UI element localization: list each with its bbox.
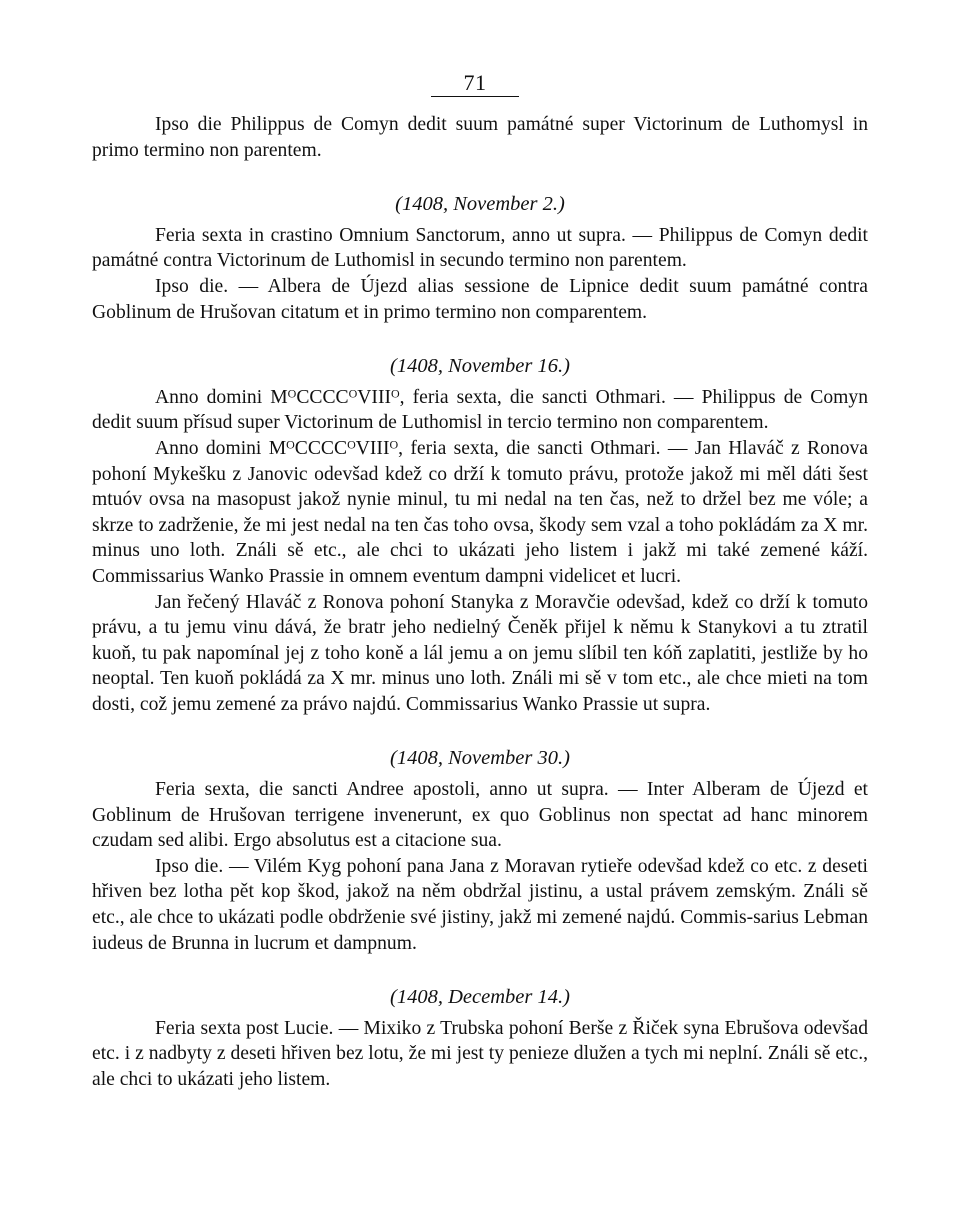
text-run: , feria sexta, die sancti Othmari. — Jan Hlaváč z Ronova pohoní Mykešku z Janovic odevšad kdež co drží k tomuto právu, protože jakož mi měl dáti šest mtuóv ovsa na masopust jakož nynie minul, tu mi nedal na ten čas, než to držel bez me vóle; a skrze to zadrženie, že mi jest nedal na ten čas toho ovsa, škody sem vzal a toho pokládám za X mr. minus uno loth. Ználi sě etc., ale chci to ukázati jeho listem i jakž mi také zemené káží. Commissarius Wanko Prassie in omnem eventum dampni videlicet et lucri.	[92, 437, 868, 587]
text-run: Anno domini M	[155, 437, 287, 459]
entry-date-heading: (1408, December 14.)	[390, 986, 570, 1009]
page-number: 71	[463, 70, 487, 95]
entry-date-heading: (1408, November 2.)	[395, 193, 565, 216]
paragraph: Jan řečený Hlaváč z Ronova pohoní Stanyka z Moravčie odevšad, kdež co drží k tomuto právu, a tu jemu vinu dává, že bratr jeho nedielný Čeněk přijel k němu k Stanykovi a tu ztratil kuoň, tu pak napomínal jej z toho koně a lál jemu a on jemu slíbil ten kóň zaplatiti, jestliže by ho neoptal. Ten kuoň pokládá za X mr. minus uno loth. Ználi mi sě v tom etc., ale chce mieti na tom dosti, což jemu zemené za právo najdú. Commissarius Wanko Prassie ut supra.	[92, 591, 868, 715]
text-run: Anno domini M	[155, 386, 288, 408]
text-run: VIII	[357, 386, 391, 408]
text-run: CCCC	[294, 437, 348, 459]
page-number-rule	[431, 96, 519, 97]
superscript: O	[389, 437, 399, 452]
paragraph: Feria sexta, die sancti Andree apostoli, anno ut supra. — Inter Alberam de Újezd et Goblinum de Hrušovan terrigene invenerunt, ex quo Goblinus non spectat ad hanc minorem czudam sed alibi. Ergo absolutus est a citacione sua.	[92, 779, 868, 852]
entry-date-heading: (1408, November 30.)	[390, 747, 570, 770]
text-run: , feria sexta, die sancti Othmari. — Philippus de Comyn dedit suum přísud super Victorinum de Luthomisl in tercio termino non comparentem.	[92, 386, 868, 434]
paragraph: Feria sexta in crastino Omnium Sanctorum, anno ut supra. — Philippus de Comyn dedit památné contra Victorinum de Luthomisl in secundo termino non parentem.	[92, 224, 868, 272]
superscript: O	[287, 386, 297, 401]
text-run: VIII	[355, 437, 390, 459]
text-run: CCCC	[296, 386, 349, 408]
superscript: O	[286, 437, 295, 452]
superscript: O	[348, 386, 358, 401]
paragraph: Ipso die. — Albera de Újezd alias sessione de Lipnice dedit suum památné contra Goblinum de Hrušovan citatum et in primo termino non comparentem.	[92, 275, 868, 323]
entry-date-heading: (1408, November 16.)	[390, 355, 570, 378]
paragraph: Ipso die Philippus de Comyn dedit suum památné super Victorinum de Luthomysl in primo termino non parentem.	[92, 114, 868, 161]
superscript: O	[391, 386, 400, 401]
document-body	[92, 112, 868, 1093]
superscript: O	[347, 437, 356, 452]
paragraph: Feria sexta post Lucie. — Mixiko z Trubska pohoní Berše z Řiček syna Ebrušova odevšad etc. i z nadbyty z deseti hřiven bez lotu, že mi jest ty penieze dlužen a tych mi neplní. Ználi sě etc., ale chci to ukázati jeho listem.	[92, 1017, 868, 1090]
paragraph	[92, 385, 868, 436]
paragraph	[92, 436, 868, 590]
paragraph: Ipso die. — Vilém Kyg pohoní pana Jana z Moravan rytieře odevšad kdež co etc. z deseti hřiven bez lotha pět kop škod, jakož na něm obdržal jistinu, a ustal právem zemským. Ználi sě etc., ale chce to ukázati podle obdrženie své jistiny, jakž mi zemené najdú. Commis-sarius Lebman iudeus de Brunna in lucrum et dampnum.	[92, 855, 868, 954]
